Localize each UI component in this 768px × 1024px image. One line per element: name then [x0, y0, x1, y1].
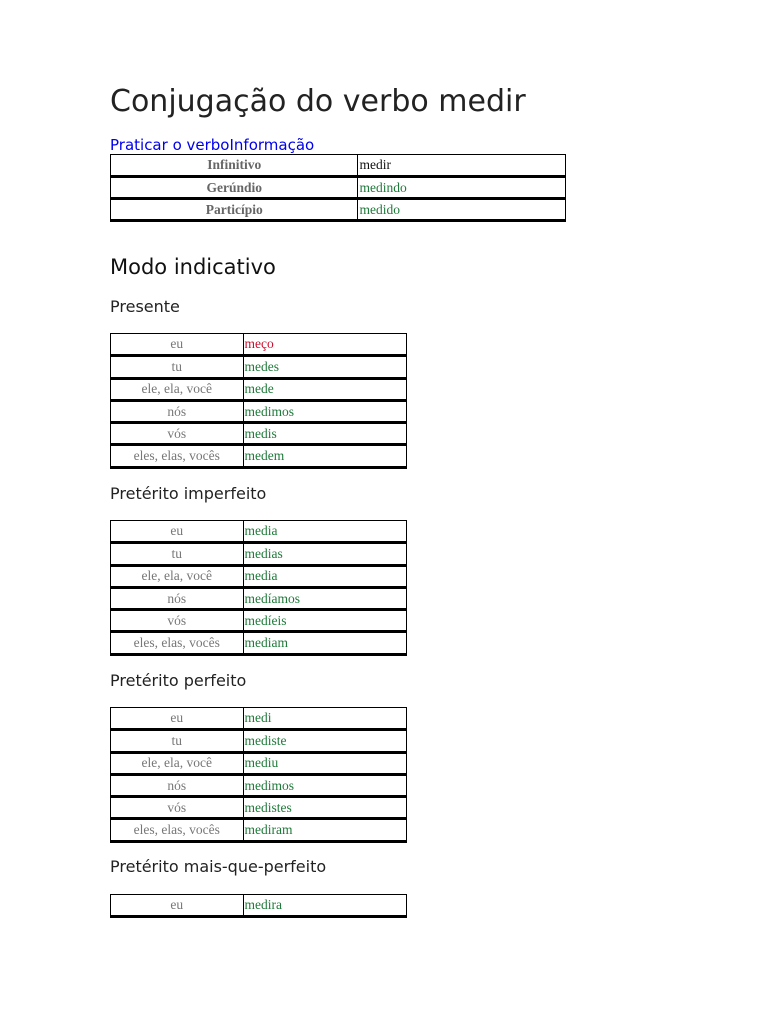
table-row	[111, 334, 407, 356]
verb-links	[110, 136, 314, 154]
pronoun-cell: eu	[111, 521, 244, 543]
table-row	[111, 730, 407, 752]
pronoun-cell: nós	[111, 400, 244, 422]
practice-verb-link[interactable]: Praticar o verbo	[110, 136, 230, 154]
info-label: Particípio	[111, 199, 358, 221]
verb-form-cell: mediram	[243, 819, 406, 841]
verb-form-cell: medíeis	[243, 610, 407, 632]
verb-form-cell: medira	[243, 895, 407, 917]
table-row	[111, 632, 407, 654]
info-label: Infinitivo	[111, 155, 358, 177]
tense-heading-preterito-perfeito: Pretérito perfeito	[110, 671, 247, 690]
pronoun-cell: eu	[111, 895, 244, 917]
info-label: Gerúndio	[111, 177, 358, 199]
pronoun-cell: eles, elas, vocês	[111, 445, 244, 467]
conjugation-table-preterito-imperfeito	[110, 520, 407, 656]
verb-form-cell: medimos	[243, 400, 406, 422]
verb-form-cell: meço	[243, 334, 406, 356]
verb-form-cell: medi	[243, 708, 406, 730]
verb-form-cell: mediam	[243, 632, 407, 654]
pronoun-cell: ele, ela, você	[111, 565, 244, 587]
table-row	[111, 155, 566, 177]
verb-info-table	[110, 154, 566, 222]
info-value: medir	[358, 155, 566, 177]
info-value: medindo	[358, 177, 566, 199]
pronoun-cell: eles, elas, vocês	[111, 632, 244, 654]
tense-heading-presente: Presente	[110, 297, 180, 316]
verb-form-cell: medimos	[243, 774, 406, 796]
table-row	[111, 543, 407, 565]
table-row	[111, 587, 407, 609]
information-link[interactable]: Informação	[229, 136, 315, 154]
pronoun-cell: eu	[111, 334, 244, 356]
table-row	[111, 356, 407, 378]
verb-form-cell: medis	[243, 423, 406, 445]
table-row	[111, 378, 407, 400]
tense-heading-preterito-imperfeito: Pretérito imperfeito	[110, 484, 267, 503]
table-row	[111, 752, 407, 774]
page-title: Conjugação do verbo medir	[110, 84, 526, 119]
conjugation-table-preterito-mais-que-perfeito	[110, 894, 407, 918]
pronoun-cell: eu	[111, 708, 244, 730]
table-row	[111, 400, 407, 422]
table-row	[111, 610, 407, 632]
verb-form-cell: media	[243, 521, 407, 543]
verb-form-cell: media	[243, 565, 407, 587]
verb-form-cell: medias	[243, 543, 407, 565]
info-value: medido	[358, 199, 566, 221]
mood-heading: Modo indicativo	[110, 255, 276, 279]
table-row	[111, 895, 407, 917]
verb-form-cell: mediu	[243, 752, 406, 774]
verb-form-cell: medem	[243, 445, 406, 467]
table-row	[111, 445, 407, 467]
table-row	[111, 423, 407, 445]
table-row	[111, 708, 407, 730]
verb-form-cell: medes	[243, 356, 406, 378]
verb-form-cell: medistes	[243, 797, 406, 819]
table-row	[111, 565, 407, 587]
conjugation-table-preterito-perfeito	[110, 707, 407, 843]
table-row	[111, 774, 407, 796]
pronoun-cell: vós	[111, 797, 244, 819]
conjugation-table-presente	[110, 333, 407, 469]
verb-form-cell: mediste	[243, 730, 406, 752]
pronoun-cell: tu	[111, 543, 244, 565]
table-row	[111, 177, 566, 199]
pronoun-cell: vós	[111, 423, 244, 445]
pronoun-cell: vós	[111, 610, 244, 632]
table-row	[111, 199, 566, 221]
table-row	[111, 797, 407, 819]
pronoun-cell: ele, ela, você	[111, 752, 244, 774]
pronoun-cell: tu	[111, 356, 244, 378]
pronoun-cell: tu	[111, 730, 244, 752]
pronoun-cell: nós	[111, 587, 244, 609]
table-row	[111, 819, 407, 841]
verb-form-cell: mede	[243, 378, 406, 400]
tense-heading-preterito-mais-que-perfeito: Pretérito mais-que-perfeito	[110, 857, 327, 876]
pronoun-cell: eles, elas, vocês	[111, 819, 244, 841]
pronoun-cell: nós	[111, 774, 244, 796]
table-row	[111, 521, 407, 543]
pronoun-cell: ele, ela, você	[111, 378, 244, 400]
verb-form-cell: medíamos	[243, 587, 407, 609]
